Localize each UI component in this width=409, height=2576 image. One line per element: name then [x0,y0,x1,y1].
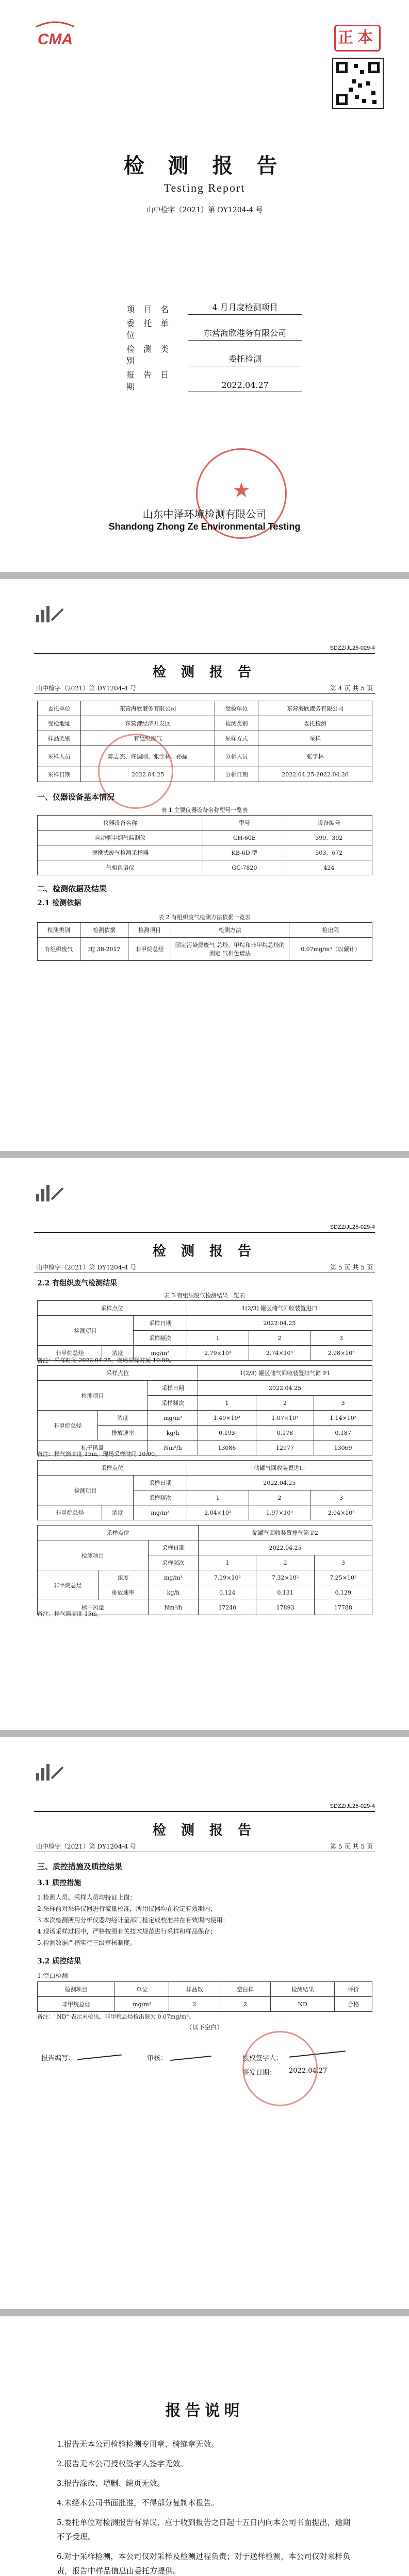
qr-code-icon [332,58,384,109]
header-rule [34,1232,375,1233]
svg-text:CMA: CMA [37,31,73,48]
company-logo-icon [34,1763,64,1782]
organization-name-en: Shandong Zhong Ze Environmental Testing [108,521,301,532]
page-indicator: 第 5 页 共 5 页 [330,1264,373,1271]
table-row: 标干风量 Nm³/h 13086 12977 13069 [38,1440,372,1455]
table-note: 备注："ND" 表示未检出，非甲烷总烃检出限为 0.07mg/m³。 [37,2013,195,2020]
result-table-block-2 [37,1365,372,1455]
subsection-heading: 3.1 质控措施 [37,1879,81,1887]
table-row: 采样日期 2022.04.25 分析日期 2022.04.25-2022.04.26 [38,767,372,782]
qc-measure: 5.检测数据严格实行三级审核制度。 [37,1939,136,1946]
header-rule [34,653,375,654]
document-code: SDZZ/JL25-029-4 [330,1224,375,1230]
report-page-4 [0,1737,409,2309]
notes-title: 报告说明 [165,2402,244,2420]
table-caption: 表 2 有组织废气检测方法依据一览表 [158,914,251,921]
note-item: 3.报告涂改、增删、缺页无效。 [57,2479,165,2488]
field-value: 东营海欣港务有限公司 [188,327,302,341]
table-caption: 表 3 有组织废气检测结果一览表 [164,1292,245,1299]
note-item: 1.报告无本公司检验检测专用章、骑缝章无效。 [57,2439,219,2449]
table-row: 非甲烷总烃 mg/m³ 2 2 ND 合格 [38,1997,372,2012]
writer-signature-icon [77,2055,122,2060]
table-row: 自动烟尘烟气监测仪 GH-60E 399、392 [38,831,372,845]
table-note: 备注：采样时间 2022.04.25，现场采样时间 10:00。 [37,1357,175,1364]
table-row: 标干风量 Nm³/h 17240 17893 17788 [38,1600,372,1615]
note-item: 2.报告无本公司授权签字人签字无效。 [57,2459,188,2468]
report-notes-page [0,2316,409,2576]
instrument-table [37,815,372,875]
table-row: 检测项目 采样日期 2022.04.25 [38,1316,372,1331]
table-header: 检测类别 检测依据 检测项目 检测方法 检出限 [38,923,372,938]
section-heading: 二、检测依据及结果 [37,884,107,893]
sign-date-label: 签发日期： [242,2069,276,2077]
table-header: 仪器设备名称 型号 设备编号 [38,816,372,831]
table-note: 备注：排气筒高度 15m，现场采样时间 10:00。 [37,1451,161,1458]
field-label: 项 目 名 [126,304,172,314]
report-number: 山中检字（2021）第 DY1204-4 号 [36,1843,136,1850]
writer-label: 报告编写： [41,2055,75,2062]
sign-date: 2022.04.27 [289,2067,328,2075]
document-code: SDZZ/JL25-029-4 [330,1803,375,1809]
table-note: 备注：排气筒高度 15m。 [37,1611,103,1617]
report-number: 山中检字（2021）第 DY1204-4 号 [36,1264,136,1271]
cma-logo-icon [32,21,78,53]
qc-measure: 1.检测人员、采样人员均持证上岗； [37,1894,136,1901]
table-row: 排放速率 kg/h 0.124 0.131 0.129 [38,1585,372,1600]
note-item: 5.委托单位对检测报告有异议，应于收到报告之日起十五日内向本公司书面提出，逾期不予受理。 [57,2518,351,2541]
table-row: 检测项目 采样日期 2022.04.25 [38,1476,372,1490]
page-title: 检 测 报 告 [152,665,257,680]
qc-measure: 4.现场采样过程中，严格按照有关技术规范进行采样和样品保存； [37,1928,217,1935]
header-rule-2 [34,693,375,694]
table-row: 采样点位 1(2/3) 罐区储气回收装置进口 [38,1301,372,1316]
table-row: 非甲烷总烃 浓度 mg/m³ 2.04×10³ 1.97×10³ 2.04×10³ [38,1505,372,1520]
result-table-block-4 [37,1525,372,1615]
company-logo-icon [34,1184,64,1202]
field-value: 2022.04.27 [188,380,302,392]
qc-measure: 2.采样前对采样仪器进行流量校准，所用仪器均在检定有效期内； [37,1905,217,1912]
cover-fields [126,296,302,399]
page-title: 检 测 报 告 [152,1244,257,1259]
section-heading: 一、仪器设备基本情况 [37,792,115,802]
report-number: 山中检字（2021）第 DY1204-4 号 [146,206,263,214]
field-label: 报 告 日 期 [126,370,172,392]
table-row: 采样频次 1 2 3 [38,1490,372,1505]
table-header: 检测项目 单位 样品数 空白样 检测结果 评价 [38,1982,372,1997]
original-copy-stamp: 正本 [334,25,381,52]
table-row: 便携式废气检测采样器 KB-6D 型 503、672 [38,845,372,860]
table-row: 非甲烷总烃 浓度 mg/m³ 1.49×10³ 1.07×10³ 1.14×10³ [38,1411,372,1426]
table-caption: 表 1 主要仪器设备名称型号一览表 [161,807,248,814]
qc-table [37,1981,372,2012]
subsection-heading: 2.1 检测依据 [37,899,81,907]
subsection-heading: 2.2 有组织废气检测结果 [37,1279,118,1287]
qc-subheading: 1.空白检测 [37,1972,68,1979]
result-table-block-1 [37,1300,372,1361]
page-indicator: 第 5 页 共 5 页 [330,1843,373,1850]
info-table [37,701,372,782]
table-row: 采样人员 陈志杰、许国刚、张学林、孙磊 分析人员 张学林 [38,746,372,767]
table-row: 采样频次 1 2 3 [38,1555,372,1570]
field-category [126,344,302,366]
field-label: 检 测 类 别 [126,344,172,366]
report-page-3 [0,1158,409,1730]
field-project [126,296,302,315]
result-table-block-3 [37,1460,372,1520]
method-table [37,922,372,961]
field-client [126,318,302,341]
table-row: 采样点位 储罐气回收装置排气筒 P2 [38,1526,372,1540]
report-number: 山中检字（2021）第 DY1204-4 号 [36,685,136,692]
table-row: 排放速率 kg/h 0.193 0.178 0.187 [38,1426,372,1440]
company-seal-icon [242,2031,318,2106]
end-marker: （以下空白） [186,2024,223,2031]
reviewer-label: 审核： [147,2055,168,2062]
table-row: 气相色谱仪 GC-7820 424 [38,860,372,875]
field-label: 委 托 单 位 [126,318,172,340]
note-item: 6.对于采样检测，本公司仅对采样及检测过程负责；对于送样检测，本公司仅对来样负责，报告中样品信息由委托方提供。 [57,2552,351,2575]
table-row: 采样点位 1(2/3) 罐区储气回收装置排气筒 P1 [38,1366,372,1381]
report-page-2 [0,579,409,1151]
company-logo-icon [34,605,64,623]
table-row: 受检地址 东营港经济开发区 检测类别 委托检测 [38,716,372,731]
field-date [126,370,302,392]
qc-measure: 3.本次检测所用分析仪器均经计量部门检定或校准并在有效期内使用； [37,1917,229,1924]
organization-name: 山东中泽环境检测有限公司 [142,508,267,520]
table-row: 采样频次 1 2 3 [38,1331,372,1346]
approver-label: 授权签字人： [242,2055,283,2062]
table-row: 非甲烷总烃 浓度 mg/m³ 7.19×10² 7.32×10² 7.25×10² [38,1570,372,1585]
table-row: 检测项目 采样日期 2022.04.25 [38,1381,372,1396]
table-row: 委托单位 东营海欣港务有限公司 受检单位 东营海欣港务有限公司 [38,701,372,716]
header-rule [34,1811,375,1812]
table-row: 样品类别 有组织废气 采样方式 采样 [38,731,372,746]
field-value: 委托检测 [188,352,302,366]
table-row: 非甲烷总烃 浓度 mg/m³ 2.79×10³ 2.74×10³ 2.98×10³ [38,1346,372,1361]
cover-page [0,0,409,572]
report-title: 检 测 报 告 [123,154,286,178]
section-heading: 三、质控措施及质控结果 [37,1862,123,1871]
page-title: 检 测 报 告 [152,1823,257,1838]
page-indicator: 第 4 页 共 5 页 [330,685,373,692]
report-subtitle: Testing Report [163,181,246,194]
field-value: 4 月月度检测项目 [188,301,302,315]
table-row: 检测项目 采样日期 2022.04.25 [38,1540,372,1555]
subsection-heading: 3.2 质控结果 [37,1957,81,1965]
table-row: 采样点位 储罐气回收装置进口 [38,1461,372,1476]
note-item: 4.未经本公司书面批准，不得部分复制本报告。 [57,2498,219,2507]
table-row: 采样频次 1 2 3 [38,1396,372,1411]
reviewer-signature-icon [170,2056,211,2061]
table-row: 有组织废气 HJ 38-2017 非甲烷总烃 固定污染源废气 总烃、甲烷和非甲烷总烃的测定 气相色谱法 0.07mg/m³（以碳计） [38,938,372,961]
document-code: SDZZ/JL25-029-4 [330,645,375,651]
